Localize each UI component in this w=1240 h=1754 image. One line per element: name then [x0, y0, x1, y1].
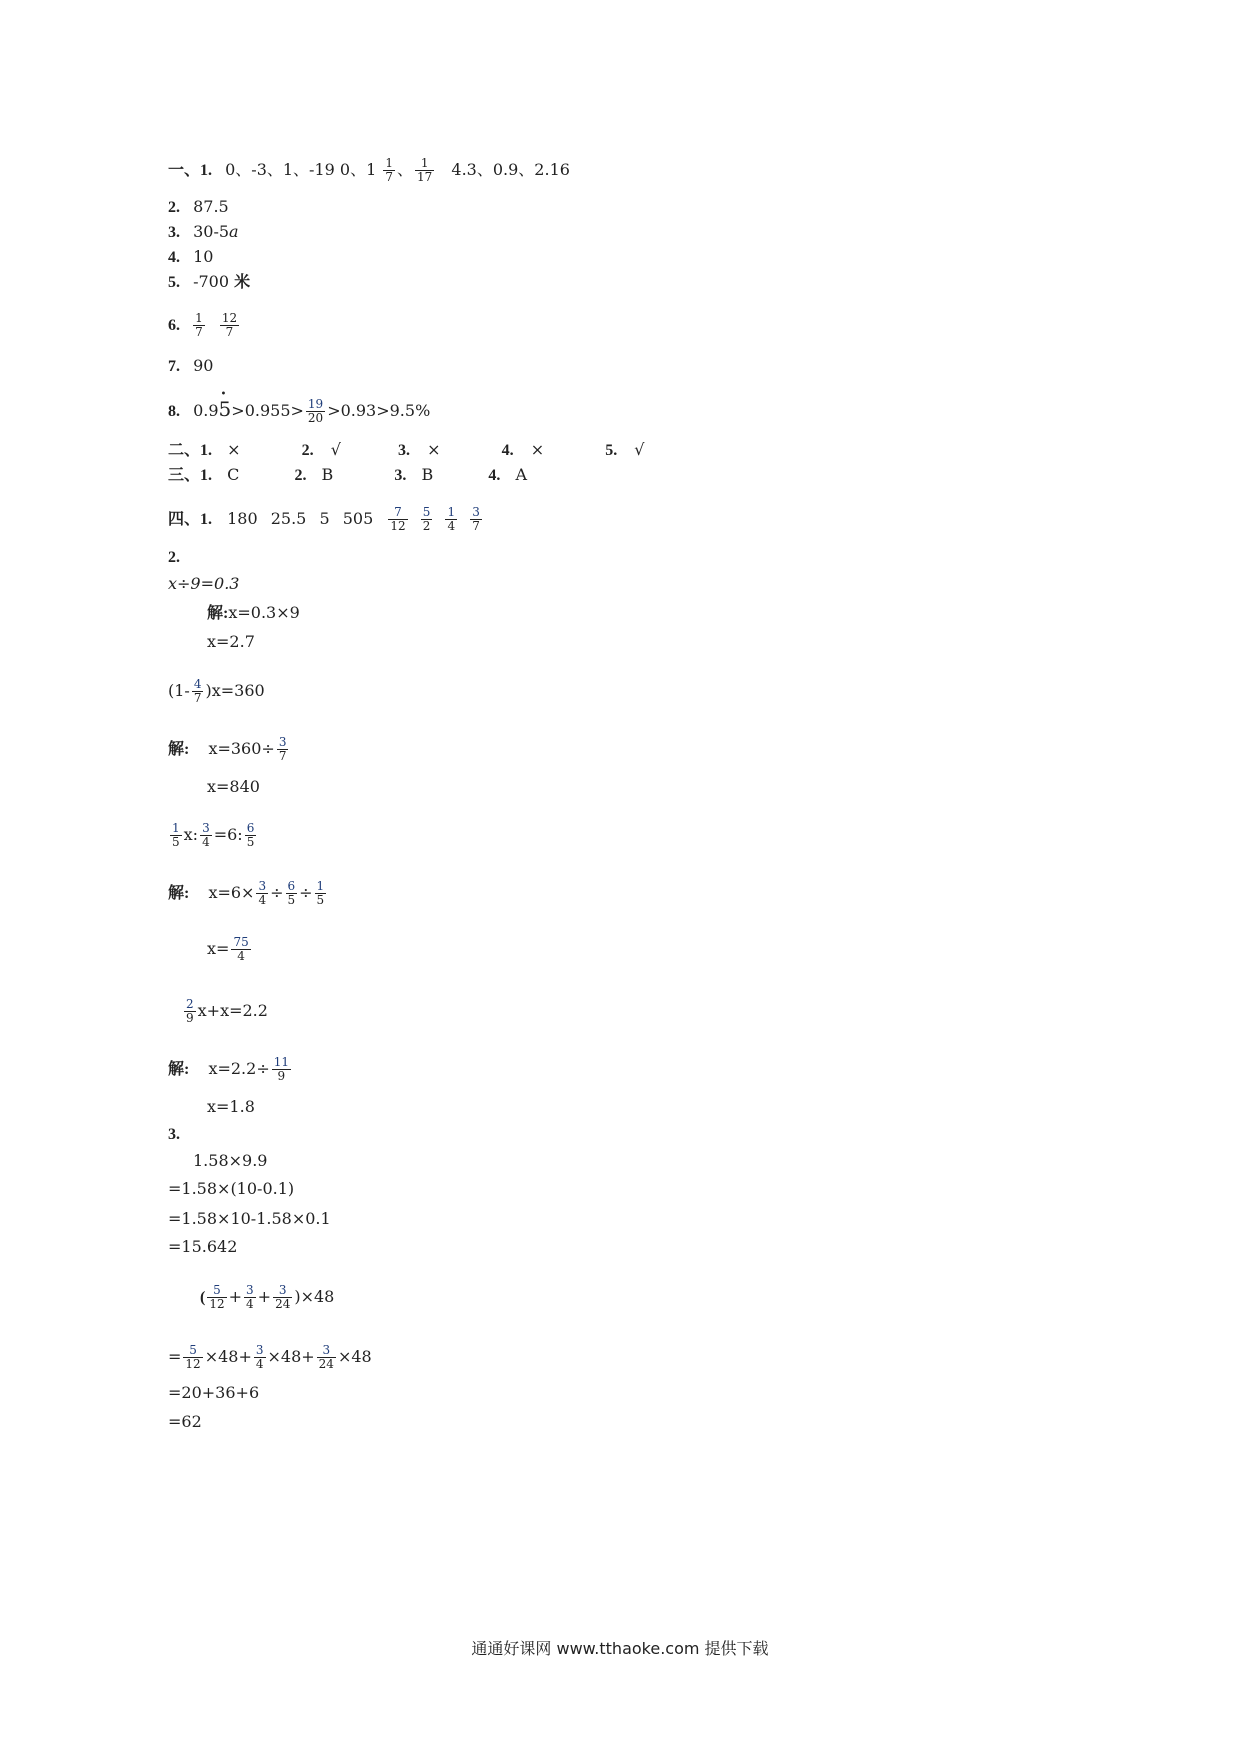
answer: B	[321, 465, 334, 484]
item-number: 6.	[168, 317, 180, 334]
item-number: 8.	[168, 403, 180, 420]
equation-3-step-1	[168, 880, 328, 907]
answer: ×	[227, 440, 241, 459]
equation-2-step-2: x=840	[207, 777, 260, 796]
fraction: $\frac{3}{4}$	[255, 1343, 264, 1371]
fraction: $\frac{1}{17}$	[417, 156, 433, 184]
part-2-heading: 2.	[168, 549, 180, 566]
answer: -700	[193, 272, 230, 291]
expr: ×48+	[204, 1347, 252, 1366]
fraction: $\frac{1}{4}$	[447, 505, 456, 533]
item-number: 7.	[168, 358, 180, 375]
s1-q8	[168, 398, 430, 425]
operator: ÷	[270, 883, 284, 902]
fraction: $\frac{3}{7}$	[278, 735, 287, 763]
item-number: 4.	[501, 442, 514, 459]
expr: x:	[183, 825, 199, 844]
item-number: 5.	[168, 274, 180, 291]
calc-2-line-3: =20+36+6	[168, 1383, 260, 1402]
answer: 87.5	[193, 197, 229, 216]
solution-label: 解:	[168, 885, 190, 902]
s1-q5	[168, 272, 250, 293]
expr: )×48	[294, 1287, 335, 1306]
answer: ×	[530, 440, 545, 459]
expr: ×48+	[267, 1347, 315, 1366]
item-number: 5.	[605, 442, 618, 459]
equation-4-step-2: x=1.8	[207, 1097, 255, 1116]
s1-q1	[168, 157, 570, 184]
fraction: $\frac{3}{24}$	[318, 1343, 334, 1371]
section-three-heading: 三、1.	[168, 467, 213, 484]
equation-1: x÷9=0.3	[168, 574, 240, 593]
fraction: $\frac{1}{5}$	[172, 821, 180, 849]
expr: (1-	[168, 681, 190, 700]
fraction: $\frac{19}{20}$	[307, 397, 324, 425]
answer: √	[330, 440, 341, 459]
answer: ×	[427, 440, 441, 459]
answer: 10	[193, 247, 214, 266]
part-3-heading: 3.	[168, 1126, 180, 1143]
calc-2-line-1	[200, 1284, 334, 1311]
expr: =6:	[213, 825, 243, 844]
solution-label: 解:	[207, 605, 229, 622]
equation-1-step-2: x=2.7	[207, 632, 255, 651]
calc-1-line-2: =1.58×(10-0.1)	[168, 1179, 295, 1198]
equation-3	[168, 822, 258, 849]
solution-label: 解:	[168, 741, 190, 758]
step: x=360÷	[208, 739, 275, 758]
equals: =	[168, 1347, 182, 1366]
answer: √	[634, 440, 645, 459]
s1-q1-tail: 4.3、0.9、2.16	[451, 160, 570, 179]
answer: 0.9	[193, 401, 219, 420]
expr: x+x=2.2	[197, 1001, 268, 1020]
equation-4	[182, 998, 268, 1025]
answer: 180 25.5 5 505	[227, 509, 374, 528]
calc-1-line-3: =1.58×10-1.58×0.1	[168, 1209, 331, 1228]
fraction: $\frac{1}{7}$	[195, 311, 203, 339]
step: x=6×	[208, 883, 255, 902]
fraction: $\frac{5}{12}$	[185, 1343, 201, 1371]
calc-2-line-4: =62	[168, 1412, 202, 1431]
section-two-heading: 二、1.	[168, 442, 213, 459]
s1-q3	[168, 222, 239, 243]
s4-q1	[168, 506, 484, 533]
fraction: $\frac{75}{4}$	[233, 935, 249, 963]
item-number: 2.	[301, 442, 314, 459]
s1-q4	[168, 247, 213, 268]
equation-2	[168, 678, 265, 705]
s1-q2	[168, 197, 229, 218]
fraction: $\frac{5}{12}$	[209, 1283, 225, 1311]
s1-q1-text: 0、-3、1、-19 0、1	[225, 160, 377, 179]
fraction: $\frac{3}{4}$	[202, 821, 210, 849]
fraction: $\frac{12}{7}$	[221, 311, 238, 339]
expr: )x=360	[205, 681, 265, 700]
item-number: 2.	[168, 199, 180, 216]
step: x=0.3×9	[228, 603, 300, 622]
fraction: $\frac{2}{9}$	[186, 997, 194, 1025]
answer: 30-5	[193, 222, 230, 241]
equation-3-step-2	[207, 936, 253, 963]
item-number: 3.	[394, 467, 407, 484]
operator: +	[228, 1287, 243, 1306]
fraction: $\frac{6}{5}$	[287, 879, 296, 907]
fraction: $\frac{3}{7}$	[472, 505, 480, 533]
step: x=	[207, 939, 230, 958]
repeating-digit: • 5	[219, 397, 232, 421]
item-number: 3.	[168, 224, 180, 241]
answer: 90	[193, 356, 214, 375]
item-number: 2.	[294, 467, 307, 484]
solution-label: 解:	[168, 1061, 190, 1078]
fraction: $\frac{3}{4}$	[246, 1283, 254, 1311]
variable: a	[229, 222, 239, 241]
fraction: $\frac{1}{5}$	[316, 879, 325, 907]
section-four-heading: 四、1.	[168, 511, 213, 528]
fraction: $\frac{11}{9}$	[273, 1055, 289, 1083]
s2-row	[168, 440, 644, 461]
equation-1-step-1	[207, 603, 300, 624]
fraction: $\frac{3}{4}$	[258, 879, 267, 907]
operator: +	[257, 1287, 272, 1306]
calc-1-line-1: 1.58×9.9	[193, 1151, 268, 1170]
answer: A	[515, 465, 528, 484]
answer: B	[421, 465, 434, 484]
s1-q7	[168, 356, 213, 377]
section-one-heading: 一、1.	[168, 162, 213, 179]
operator: ÷	[299, 883, 313, 902]
s1-q6	[168, 312, 241, 339]
separator: 、	[397, 160, 414, 179]
fraction: $\frac{6}{5}$	[246, 821, 255, 849]
answer: >0.955>	[231, 401, 304, 420]
fraction: $\frac{5}{2}$	[422, 505, 431, 533]
answer: >0.93>9.5%	[327, 401, 431, 420]
paren: (	[200, 1289, 206, 1306]
footer-credit: 通通好课网 www.tthaoke.com 提供下载	[471, 1639, 769, 1658]
fraction: $\frac{4}{7}$	[193, 677, 202, 705]
calc-2-line-2	[168, 1344, 372, 1371]
item-number: 4.	[488, 467, 501, 484]
unit: 米	[234, 272, 251, 291]
fraction: $\frac{3}{24}$	[275, 1283, 291, 1311]
step: x=2.2÷	[208, 1059, 270, 1078]
item-number: 4.	[168, 249, 180, 266]
answer: C	[227, 465, 240, 484]
expr: ×48	[337, 1347, 372, 1366]
s3-row	[168, 465, 527, 486]
item-number: 3.	[398, 442, 410, 459]
fraction: $\frac{7}{12}$	[390, 505, 406, 533]
equation-4-step-1	[168, 1056, 293, 1083]
equation-2-step-1	[168, 736, 290, 763]
calc-1-line-4: =15.642	[168, 1237, 238, 1256]
fraction: $\frac{1}{7}$	[385, 156, 394, 184]
